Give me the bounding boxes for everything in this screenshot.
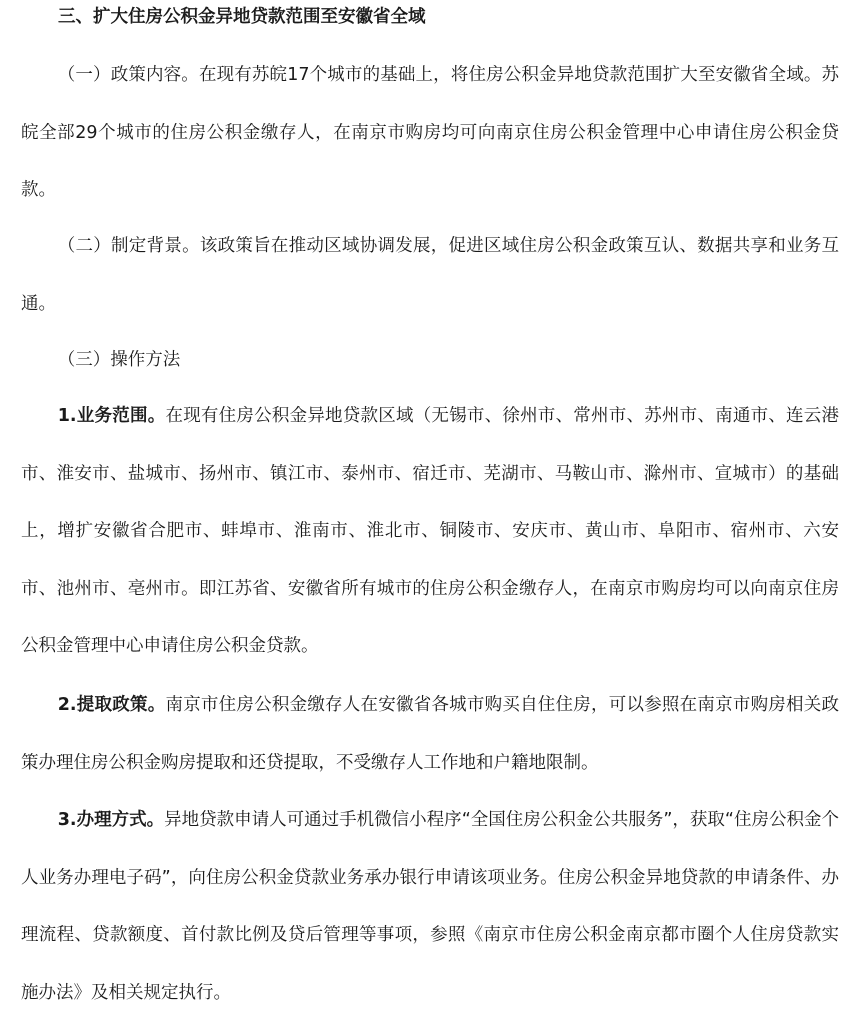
paragraph-method-heading: [21, 332, 839, 390]
section-heading: 三、扩大住房公积金异地贷款范围至安徽省全域: [58, 7, 426, 27]
paragraph-lead: 2.提取政策。: [57, 695, 166, 715]
paragraph-text: （三）操作方法: [57, 350, 181, 370]
paragraph-lead: 3.办理方式。: [57, 810, 165, 830]
paragraph-business-scope: [21, 388, 839, 676]
paragraph-text: （二）制定背景。该政策旨在推动区域协调发展，促进区域住房公积金政策互认、数据共享和业务互通。: [21, 236, 839, 314]
paragraph-text: （一）政策内容。在现有苏皖17个城市的基础上，将住房公积金异地贷款范围扩大至安徽省全域。苏皖全部29个城市的住房公积金缴存人，在南京市购房均可向南京住房公积金管理中心申请住房公积金贷款。: [21, 65, 839, 200]
paragraph-text: 异地贷款申请人可通过手机微信小程序“全国住房公积金公共服务”，获取“住房公积金个人业务办理电子码”，向住房公积金贷款业务承办银行申请该项业务。住房公积金异地贷款的申请条件、办理流程、贷款额度、首付款比例及贷后管理等事项，参照《南京市住房公积金南京都市圈个人住房贷款实施办法》及相关规定执行。: [21, 810, 839, 1003]
paragraph-policy-content: [21, 47, 839, 220]
paragraph-background: [21, 218, 839, 333]
paragraph-withdrawal-policy: [21, 677, 839, 792]
paragraph-text: 南京市住房公积金缴存人在安徽省各城市购买自住住房，可以参照在南京市购房相关政策办理住房公积金购房提取和还贷提取，不受缴存人工作地和户籍地限制。: [21, 695, 840, 773]
paragraph-text: 在现有住房公积金异地贷款区域（无锡市、徐州市、常州市、苏州市、南通市、连云港市、淮安市、盐城市、扬州市、镇江市、泰州市、宿迁市、芜湖市、马鞍山市、滁州市、宣城市）的基础上，增扩安徽省合肥市、蚌埠市、淮南市、淮北市、铜陵市、安庆市、黄山市、阜阳市、宿州市、六安市、池州市、亳州市。即江苏省、安徽省所有城市的住房公积金缴存人，在南京市购房均可以向南京住房公积金管理中心申请住房公积金贷款。: [21, 406, 840, 656]
paragraph-lead: 1.业务范围。: [57, 406, 166, 426]
paragraph-handling-method: [21, 792, 839, 1022]
